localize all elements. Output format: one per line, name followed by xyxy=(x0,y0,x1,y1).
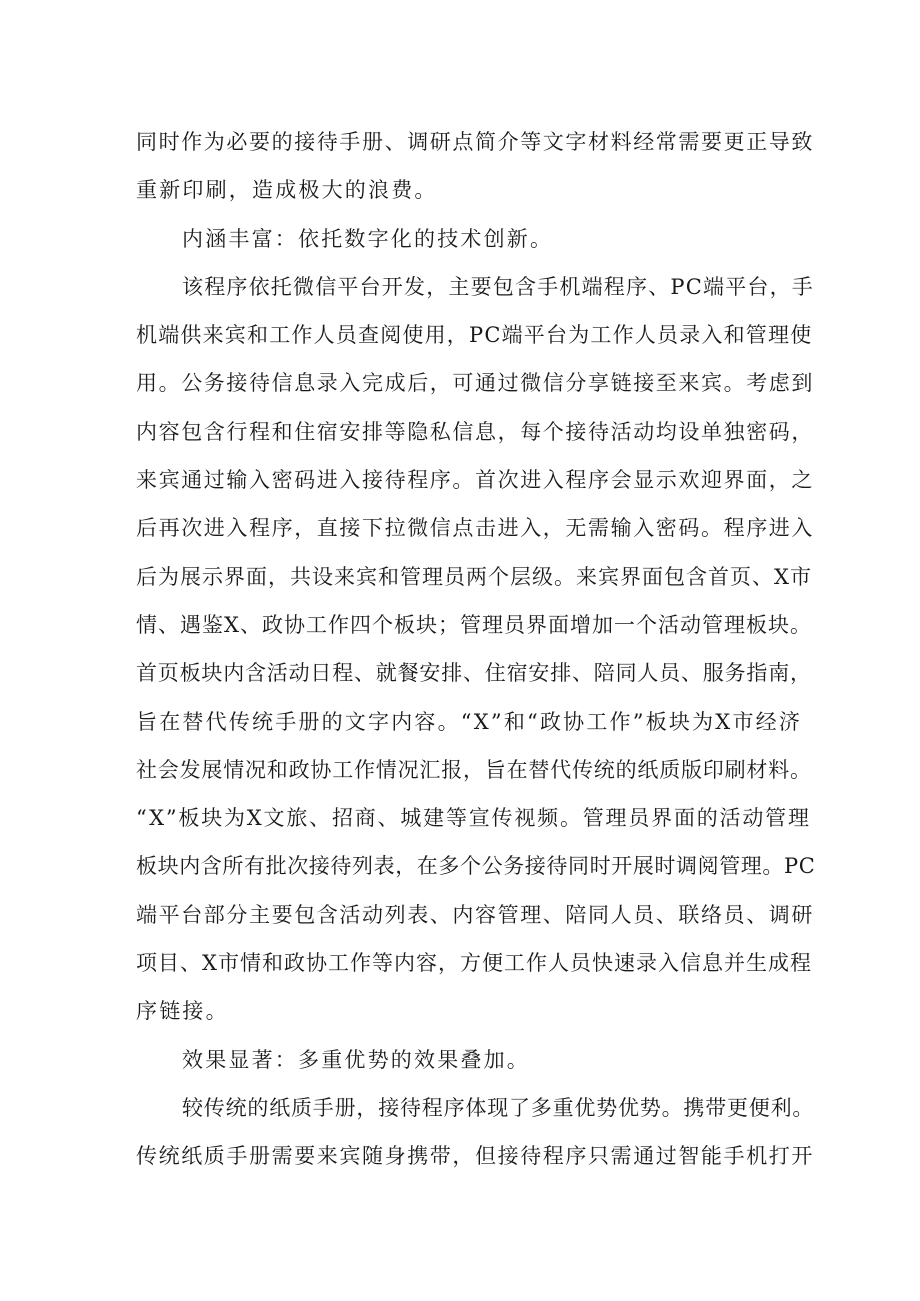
text-line: 效果显著：多重优势的效果叠加。 xyxy=(182,1047,530,1072)
text-line: 传统纸质手册需要来宾随身携带，但接待程序只需通过智能手机打开 xyxy=(136,1144,814,1169)
text-line: 社会发展情况和政协工作情况汇报，旨在替代传统的纸质版印刷材料。 xyxy=(136,757,812,782)
text-line: 旨在替代传统手册的文字内容。“X”和“政协工作”板块为X市经济 xyxy=(136,709,803,734)
text-line: 来宾通过输入密码进入接待程序。首次进入程序会显示欢迎界面，之 xyxy=(136,468,814,493)
text-line: “X”板块为X文旅、招商、城建等宣传视频。管理员界面的活动管理 xyxy=(136,806,811,831)
text-line: 重新印刷，造成极大的浪费。 xyxy=(136,178,438,203)
text-line: 内涵丰富：依托数字化的技术创新。 xyxy=(182,226,554,251)
text-line: 序链接。 xyxy=(136,999,229,1024)
text-line: 板块内含所有批次接待列表，在多个公务接待同时开展时调阅管理。PC xyxy=(136,854,816,879)
text-line: 情、遇鉴X、政协工作四个板块；管理员界面增加一个活动管理板块。 xyxy=(136,612,812,637)
text-line: 端平台部分主要包含活动列表、内容管理、陪同人员、联络员、调研 xyxy=(136,902,814,927)
text-line: 项目、X市情和政协工作等内容，方便工作人员快速录入信息并生成程 xyxy=(136,951,812,976)
body-text xyxy=(136,118,816,1181)
text-line: 内容包含行程和住宿安排等隐私信息，每个接待活动均设单独密码， xyxy=(136,419,814,444)
text-line: 该程序依托微信平台开发，主要包含手机端程序、PC端平台，手 xyxy=(182,274,814,299)
text-line: 机端供来宾和工作人员查阅使用，PC端平台为工作人员录入和管理使 xyxy=(136,323,813,348)
text-line: 后为展示界面，共设来宾和管理员两个层级。来宾界面包含首页、X市 xyxy=(136,564,812,589)
text-line: 用。公务接待信息录入完成后，可通过微信分享链接至来宾。考虑到 xyxy=(136,371,814,396)
text-line: 后再次进入程序，直接下拉微信点击进入，无需输入密码。程序进入 xyxy=(136,516,814,541)
text-line: 首页板块内含活动日程、就餐安排、住宿安排、陪同人员、服务指南， xyxy=(136,661,812,686)
text-line: 同时作为必要的接待手册、调研点简介等文字材料经常需要更正导致 xyxy=(136,130,814,154)
text-line: 较传统的纸质手册，接待程序体现了多重优势优势。携带更便利。 xyxy=(182,1095,815,1120)
